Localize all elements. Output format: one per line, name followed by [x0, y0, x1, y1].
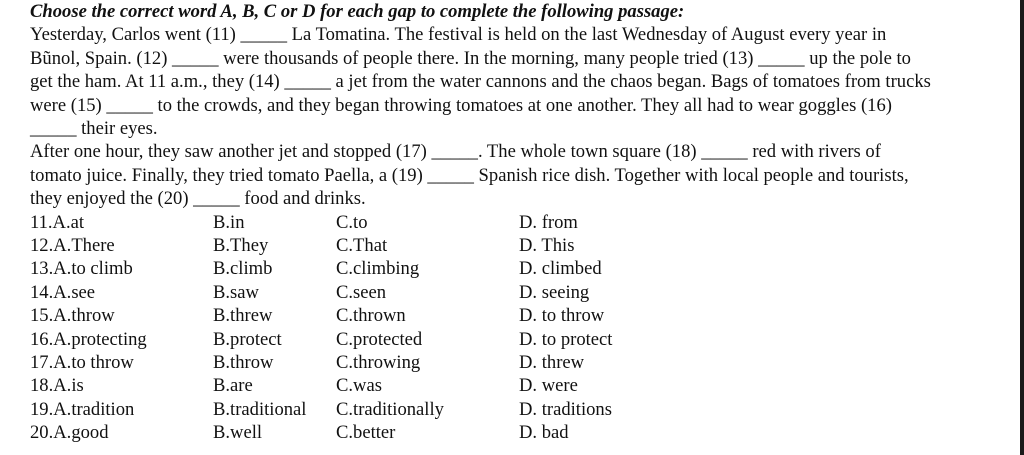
- passage-line: Yesterday, Carlos went (11) _____ La Tomatina. The festival is held on the last Wednesday of August every year in: [30, 24, 887, 46]
- option-a: 11.A.at: [30, 211, 85, 233]
- question-row: [30, 304, 1020, 327]
- passage-line: get the ham. At 11 a.m., they (14) _____ a jet from the water cannons and the chaos began. Bags of tomatoes from trucks: [30, 71, 931, 93]
- option-b: B.throw: [213, 352, 274, 373]
- option-c: C.protected: [336, 328, 423, 350]
- question-row: [30, 398, 1020, 421]
- option-a: 16.A.protecting: [30, 328, 147, 350]
- option-d: D. from: [519, 211, 578, 233]
- option-c: C.That: [336, 235, 388, 257]
- option-c: C.to: [336, 211, 368, 233]
- option-a: 17.A.to throw: [30, 352, 134, 373]
- option-a: 15.A.throw: [30, 305, 115, 327]
- option-d: D. climbed: [519, 258, 602, 280]
- option-d: D. bad: [519, 422, 569, 444]
- option-a: 13.A.to climb: [30, 258, 133, 280]
- option-b: B.threw: [213, 305, 273, 327]
- option-a: 12.A.There: [30, 235, 115, 257]
- option-c: C.thrown: [336, 305, 406, 327]
- option-b: B.protect: [213, 328, 282, 350]
- option-b: B.They: [213, 235, 269, 257]
- question-row: [30, 374, 1020, 397]
- passage-line: they enjoyed the (20) _____ food and drinks.: [30, 188, 366, 210]
- question-row: [30, 211, 1020, 234]
- option-b: B.saw: [213, 281, 259, 303]
- option-b: B.in: [213, 211, 245, 233]
- option-b: B.are: [213, 375, 253, 397]
- option-c: C.traditionally: [336, 398, 444, 420]
- page-edge-divider: [1020, 0, 1024, 455]
- question-row: [30, 421, 1020, 444]
- option-d: D. to throw: [519, 305, 605, 327]
- option-b: B.climb: [213, 258, 273, 280]
- question-row: [30, 234, 1020, 257]
- option-d: D. This: [519, 235, 575, 257]
- option-a: 14.A.see: [30, 281, 96, 303]
- option-a: 19.A.tradition: [30, 398, 135, 420]
- option-d: D. seeing: [519, 281, 590, 303]
- option-d: D. to protect: [519, 328, 613, 350]
- option-b: B.traditional: [213, 398, 307, 420]
- passage-line: After one hour, they saw another jet and stopped (17) _____. The whole town square (18) _____ red with rivers of: [30, 141, 881, 163]
- answer-options: [30, 211, 1020, 445]
- passage-line: Bũnol, Spain. (12) _____ were thousands of people there. In the morning, many people tried (13) _____ up the pole to: [30, 47, 911, 69]
- question-row: [30, 328, 1020, 351]
- option-c: C.throwing: [336, 352, 421, 373]
- exercise-sheet: [30, 0, 1020, 445]
- instruction-heading: Choose the correct word A, B, C or D for each gap to complete the following passage:: [30, 1, 685, 22]
- option-b: B.well: [213, 422, 263, 444]
- passage: [30, 23, 1020, 210]
- passage-line: were (15) _____ to the crowds, and they began throwing tomatoes at one another. They all had to wear goggles (16): [30, 94, 892, 116]
- option-c: C.better: [336, 422, 396, 444]
- option-c: C.was: [336, 375, 382, 397]
- question-row: [30, 257, 1020, 280]
- question-row: [30, 281, 1020, 304]
- option-a: 20.A.good: [30, 422, 109, 444]
- option-c: C.seen: [336, 281, 387, 303]
- passage-line: _____ their eyes.: [30, 118, 158, 140]
- option-a: 18.A.is: [30, 375, 84, 397]
- option-d: D. were: [519, 375, 578, 397]
- question-row: [30, 351, 1020, 374]
- option-c: C.climbing: [336, 258, 420, 280]
- passage-line: tomato juice. Finally, they tried tomato Paella, a (19) _____ Spanish rice dish. Together with local people and tourists,: [30, 164, 909, 186]
- option-d: D. threw: [519, 352, 585, 373]
- option-d: D. traditions: [519, 398, 612, 420]
